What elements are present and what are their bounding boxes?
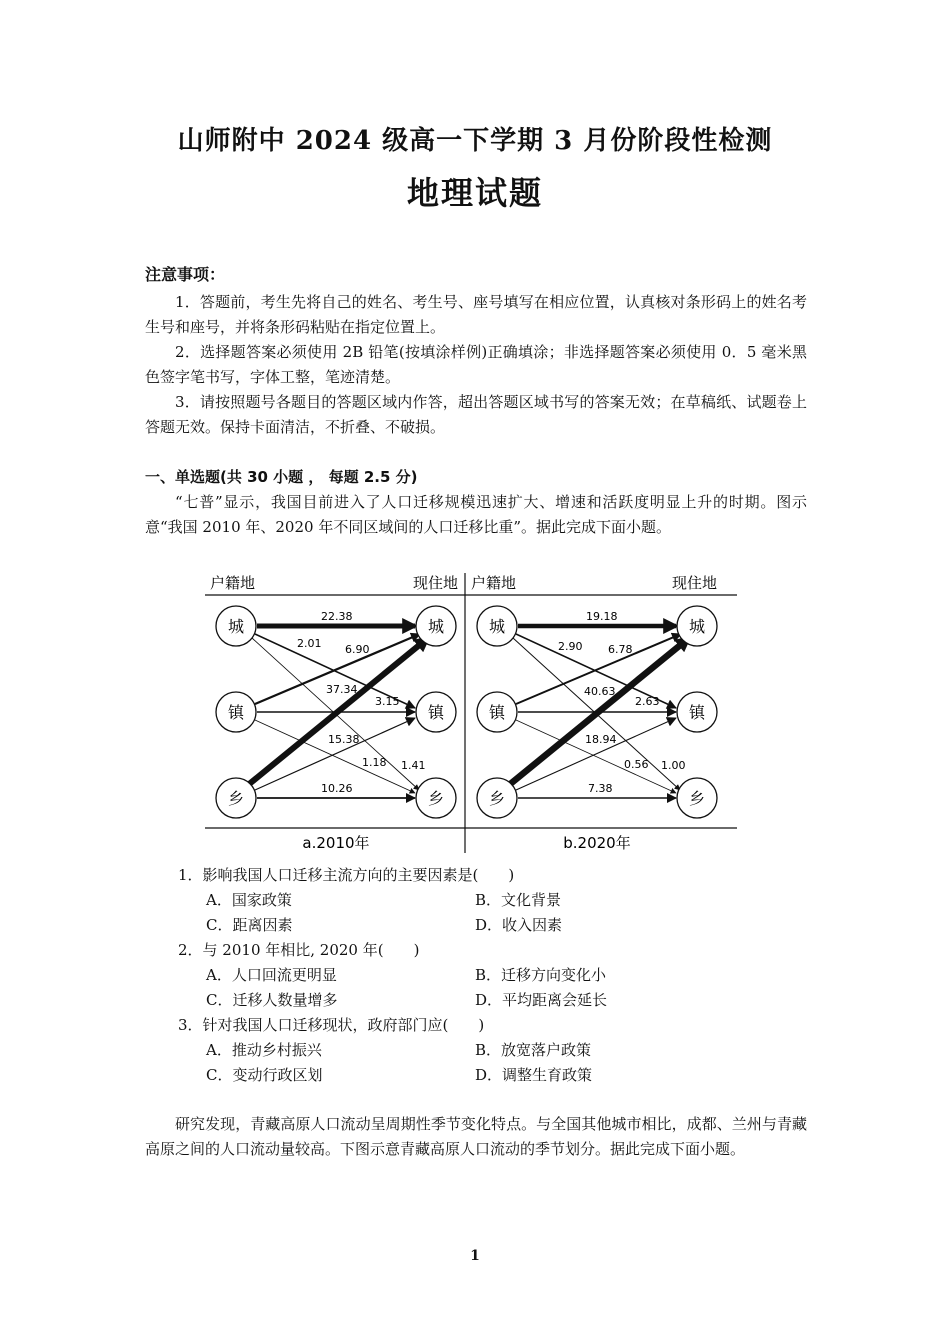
value-label: 1.41 (401, 759, 426, 772)
value-label: 10.26 (321, 782, 353, 795)
question-option: D．平均距离会延长 (475, 991, 608, 1009)
node-label: 乡 (227, 789, 245, 808)
destination-header-left: 现住地 (413, 574, 459, 592)
panel-2020 (477, 606, 717, 852)
value-label: 7.38 (588, 782, 613, 795)
flow-village-town (255, 718, 415, 790)
question-option: B．迁移方向变化小 (475, 966, 607, 984)
note-item: 3．请按照题号各题目的答题区域内作答，超出答题区域书写的答案无效；在草稿纸、试题卷上答题无效。保持卡面清洁，不折叠、不破损。 (145, 393, 807, 436)
question-option: D．调整生育政策 (475, 1066, 593, 1084)
subject-title: 地理试题 (406, 174, 543, 212)
passage-paragraph: 研究发现，青藏高原人口流动呈周期性季节变化特点。与全国其他城市相比，成都、兰州与青藏高原之间的人口流动量较高。下图示意青藏高原人口流动的季节划分。据此完成下面小题。 (145, 1115, 807, 1158)
question-stem: 2．与 2010 年相比, 2020 年( ) (178, 941, 420, 959)
notes-heading: 注意事项： (145, 265, 226, 284)
value-label: 0.56 (624, 758, 649, 771)
page-number: 1 (470, 1248, 480, 1264)
node-label: 城 (688, 617, 706, 636)
question-option: A．国家政策 (206, 891, 292, 909)
value-label: 1.00 (661, 759, 686, 772)
section-intro: “七普”显示，我国目前进入了人口迁移规模迅速扩大、增速和活跃度明显上升的时期。图示意“我国 2010 年、2020 年不同区域间的人口迁移比重”。据此完成下面小题。 (145, 493, 807, 536)
value-label: 2.63 (635, 695, 660, 708)
origin-header-left: 户籍地 (210, 574, 256, 592)
question-option: A．人口回流更明显 (206, 966, 337, 984)
value-label: 1.18 (362, 756, 387, 769)
flow-village-town (516, 718, 676, 790)
value-label: 6.90 (345, 643, 370, 656)
value-label: 22.38 (321, 610, 353, 623)
node-label: 镇 (227, 703, 245, 722)
panel-caption: a.2010年 (302, 834, 370, 852)
question-option: B．放宽落户政策 (475, 1041, 592, 1059)
value-label: 40.63 (584, 685, 616, 698)
migration-figure (200, 568, 745, 858)
node-label: 乡 (427, 789, 445, 808)
panel-caption: b.2020年 (563, 834, 631, 852)
question-option: C．距离因素 (206, 916, 293, 934)
exam-title: 山师附中 2024 级高一下学期 3 月份阶段性检测 (177, 126, 773, 156)
node-label: 乡 (488, 789, 506, 808)
origin-header-right: 户籍地 (471, 574, 517, 592)
value-label: 2.90 (558, 640, 583, 653)
panel-2010 (216, 606, 456, 852)
question-stem: 1．影响我国人口迁移主流方向的主要因素是( ) (178, 866, 515, 884)
question-option: C．变动行政区划 (206, 1066, 323, 1084)
node-label: 城 (227, 617, 245, 636)
question-option: B．文化背景 (475, 891, 562, 909)
node-label: 镇 (427, 703, 445, 722)
note-item: 2．选择题答案必须使用 2B 铅笔(按填涂样例)正确填涂；非选择题答案必须使用 0．5 毫米黑色签字笔书写，字体工整，笔迹清楚。 (145, 343, 807, 386)
destination-header-right: 现住地 (672, 574, 718, 592)
question-option: C．迁移人数量增多 (206, 991, 338, 1009)
node-label: 城 (488, 617, 506, 636)
value-label: 19.18 (586, 610, 618, 623)
value-label: 37.34 (326, 683, 358, 696)
question-option: D．收入因素 (475, 916, 563, 934)
value-label: 2.01 (297, 637, 322, 650)
node-label: 镇 (488, 703, 506, 722)
node-label: 镇 (688, 703, 706, 722)
question-stem: 3．针对我国人口迁移现状，政府部门应( ) (178, 1016, 485, 1034)
question-option: A．推动乡村振兴 (206, 1041, 322, 1059)
node-label: 乡 (688, 789, 706, 808)
section-heading: 一、单选题(共 30 小题 ， 每题 2.5 分) (145, 468, 418, 486)
node-label: 城 (427, 617, 445, 636)
value-label: 18.94 (585, 733, 617, 746)
value-label: 15.38 (328, 733, 360, 746)
value-label: 3.15 (375, 695, 400, 708)
value-label: 6.78 (608, 643, 633, 656)
note-item: 1．答题前，考生先将自己的姓名、考生号、座号填写在相应位置，认真核对条形码上的姓名考生号和座号，并将条形码粘贴在指定位置上。 (145, 293, 807, 336)
